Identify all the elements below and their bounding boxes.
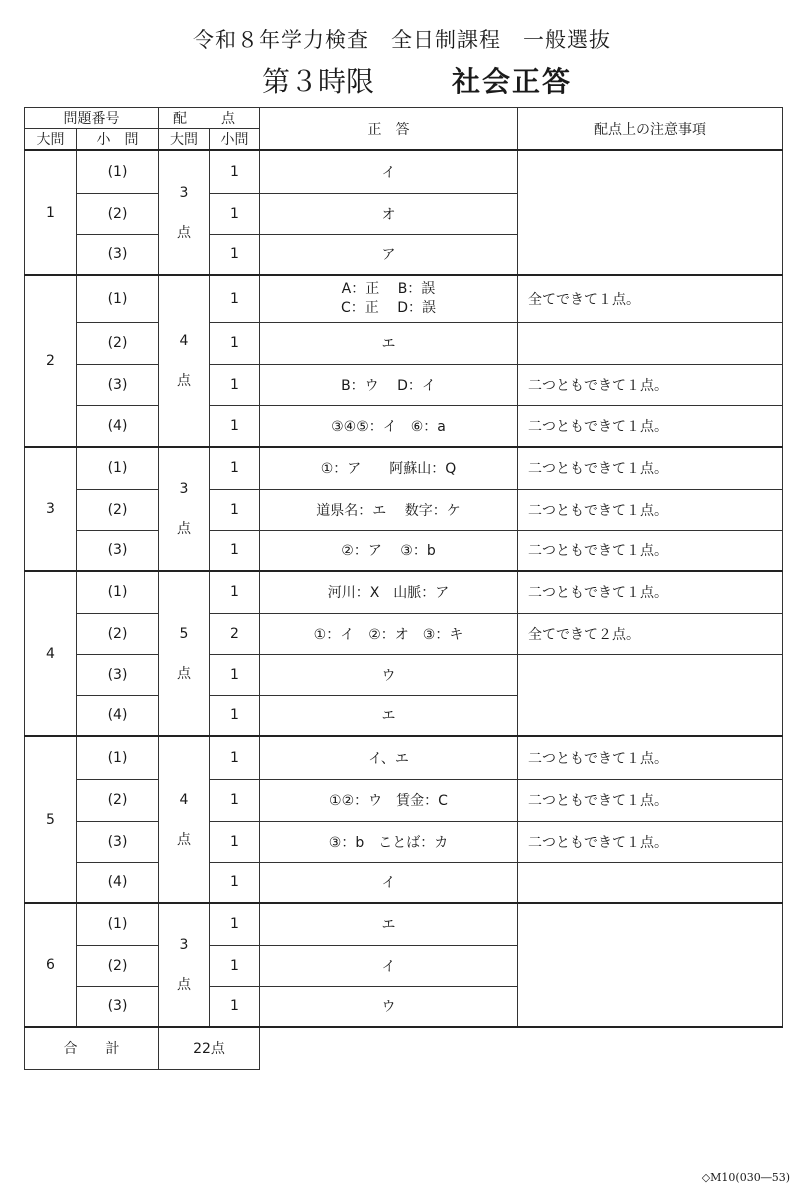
group-points-value: 5 (179, 625, 189, 642)
correct-answer-line: ①：ア 阿蘇山：Q (320, 461, 457, 478)
total-label: 合 計 (25, 1027, 159, 1069)
scoring-note (518, 234, 783, 275)
table-row (25, 695, 783, 736)
sub-question-label: (1) (77, 447, 159, 489)
correct-answer (260, 150, 518, 193)
correct-answer (260, 903, 518, 945)
correct-answer-line: B：ウ D：イ (341, 377, 436, 394)
sub-question-points: 1 (210, 234, 260, 275)
scoring-note (518, 150, 783, 193)
scoring-note (518, 695, 783, 736)
table-row (25, 779, 783, 821)
sub-question-points: 1 (210, 322, 260, 364)
answer-key-table (24, 107, 783, 1070)
table-row (25, 405, 783, 447)
header-dai-mon: 大問 (25, 129, 77, 151)
group-points-unit: 点 (177, 521, 191, 537)
scoring-note: 二つともできて１点。 (518, 571, 783, 613)
group-points-unit: 点 (177, 665, 191, 682)
correct-answer-line: イ (381, 875, 396, 892)
correct-answer (260, 275, 518, 322)
group-points-unit: 点 (177, 373, 191, 389)
sub-question-label: (2) (77, 322, 159, 364)
group-points (159, 150, 210, 275)
table-row (25, 736, 783, 779)
header-haiten: 配 点 (159, 108, 260, 129)
scoring-note (518, 986, 783, 1027)
table-row (25, 150, 783, 193)
header-notes: 配点上の注意事項 (518, 108, 783, 151)
document-code: ◇M10(030―53) (701, 1171, 790, 1184)
scoring-note (518, 322, 783, 364)
header-dai-mon-pts: 大問 (159, 129, 210, 151)
correct-answer-line: イ、エ (368, 750, 409, 767)
table-row (25, 613, 783, 654)
table-row (25, 821, 783, 862)
scoring-note: 二つともできて１点。 (518, 405, 783, 447)
sub-question-points: 1 (210, 364, 260, 405)
table-row (25, 903, 783, 945)
correct-answer (260, 405, 518, 447)
group-points (159, 571, 210, 736)
sub-question-label: (4) (77, 405, 159, 447)
header-sho-mon-pts: 小問 (210, 129, 260, 151)
group-points (159, 736, 210, 903)
correct-answer-line: ③：b ことば：カ (328, 834, 449, 851)
correct-answer-line: ①：イ ②：オ ③：キ (313, 626, 464, 643)
table-row (25, 986, 783, 1027)
sub-question-points: 1 (210, 150, 260, 193)
group-points-unit: 点 (177, 224, 191, 241)
sub-question-label: (1) (77, 571, 159, 613)
correct-answer-line: エ (381, 917, 396, 934)
sub-question-points: 1 (210, 489, 260, 530)
sub-question-points: 1 (210, 530, 260, 571)
group-points-unit: 点 (177, 977, 191, 993)
scoring-note: 二つともできて１点。 (518, 447, 783, 489)
table-row (25, 945, 783, 986)
scoring-note: 二つともできて１点。 (518, 821, 783, 862)
scoring-note: 二つともできて１点。 (518, 530, 783, 571)
sub-question-points: 1 (210, 275, 260, 322)
correct-answer (260, 234, 518, 275)
sub-question-label: (1) (77, 275, 159, 322)
sub-question-points: 1 (210, 821, 260, 862)
scoring-note (518, 862, 783, 903)
exam-period: 第３時限 (262, 65, 375, 98)
table-row (25, 447, 783, 489)
correct-answer (260, 654, 518, 695)
group-points (159, 447, 210, 571)
correct-answer-line: エ (381, 336, 396, 352)
sub-question-label: (2) (77, 489, 159, 530)
sub-question-points: 1 (210, 736, 260, 779)
scoring-note (518, 193, 783, 234)
correct-answer-line: C：正 D：誤 (340, 299, 436, 316)
total-blank (260, 1027, 783, 1069)
correct-answer-line: ②：ア ③：b (341, 543, 436, 560)
question-group-number: 1 (25, 150, 77, 275)
page-title (0, 60, 804, 100)
group-points-value: 3 (179, 937, 189, 953)
sub-question-label: (3) (77, 986, 159, 1027)
sub-question-label: (3) (77, 530, 159, 571)
question-group-number: 4 (25, 571, 77, 736)
sub-question-label: (1) (77, 736, 159, 779)
sub-question-label: (2) (77, 613, 159, 654)
sub-question-points: 1 (210, 986, 260, 1027)
sub-question-points: 2 (210, 613, 260, 654)
table-row (25, 234, 783, 275)
sub-question-points: 1 (210, 447, 260, 489)
scoring-note: 二つともできて１点。 (518, 736, 783, 779)
sub-question-points: 1 (210, 862, 260, 903)
total-row (25, 1027, 783, 1069)
scoring-note: 二つともできて１点。 (518, 779, 783, 821)
sub-question-points: 1 (210, 654, 260, 695)
group-points-value: 4 (179, 791, 189, 808)
correct-answer-line: オ (381, 206, 396, 223)
sub-question-label: (1) (77, 150, 159, 193)
scoring-note: 全てできて２点。 (518, 613, 783, 654)
correct-answer-line: イ (381, 958, 396, 975)
correct-answer (260, 695, 518, 736)
scoring-note (518, 945, 783, 986)
exam-subject: 社会正答 (452, 65, 573, 98)
table-row (25, 862, 783, 903)
correct-answer-line: エ (381, 708, 396, 725)
sub-question-label: (4) (77, 695, 159, 736)
correct-answer-line: 道県名：エ 数字：ケ (316, 502, 461, 519)
correct-answer-line: ①②：ウ 賃金：C (329, 793, 448, 809)
group-points-unit: 点 (177, 831, 191, 848)
scoring-note: 二つともできて１点。 (518, 364, 783, 405)
correct-answer (260, 193, 518, 234)
table-row (25, 654, 783, 695)
group-points-value: 3 (179, 481, 189, 497)
correct-answer (260, 779, 518, 821)
table-row (25, 571, 783, 613)
sub-question-points: 1 (210, 945, 260, 986)
correct-answer (260, 945, 518, 986)
header-mondai-bango: 問題番号 (25, 108, 159, 129)
correct-answer (260, 447, 518, 489)
sub-question-label: (3) (77, 364, 159, 405)
scoring-note (518, 903, 783, 945)
correct-answer-line: ③④⑤：イ ⑥：a (331, 418, 446, 435)
correct-answer (260, 322, 518, 364)
question-group-number: 6 (25, 903, 77, 1027)
sub-question-points: 1 (210, 193, 260, 234)
question-group-number: 3 (25, 447, 77, 571)
correct-answer (260, 571, 518, 613)
table-row (25, 275, 783, 322)
correct-answer-line: イ (381, 164, 396, 181)
correct-answer-line: A：正 B：誤 (341, 280, 436, 297)
correct-answer (260, 613, 518, 654)
sub-question-label: (3) (77, 234, 159, 275)
correct-answer-line: ア (381, 247, 396, 264)
sub-question-label: (2) (77, 779, 159, 821)
correct-answer-line: ウ (381, 999, 396, 1016)
group-points (159, 903, 210, 1027)
correct-answer (260, 821, 518, 862)
header-sho-mon: 小 問 (77, 129, 159, 151)
correct-answer-line: ウ (381, 667, 396, 684)
sub-question-label: (3) (77, 654, 159, 695)
correct-answer (260, 986, 518, 1027)
sub-question-label: (3) (77, 821, 159, 862)
question-group-number: 2 (25, 275, 77, 447)
sub-question-points: 1 (210, 903, 260, 945)
sub-question-points: 1 (210, 571, 260, 613)
correct-answer (260, 489, 518, 530)
group-points (159, 275, 210, 447)
sub-question-label: (2) (77, 193, 159, 234)
sub-question-points: 1 (210, 695, 260, 736)
scoring-note: 二つともできて１点。 (518, 489, 783, 530)
group-points-value: 4 (179, 333, 189, 349)
table-row (25, 530, 783, 571)
correct-answer-line: 河川：X 山脈：ア (327, 585, 450, 602)
header-seitou: 正 答 (260, 108, 518, 151)
correct-answer (260, 364, 518, 405)
correct-answer (260, 530, 518, 571)
correct-answer (260, 862, 518, 903)
group-points-value: 3 (179, 184, 189, 201)
table-row (25, 364, 783, 405)
correct-answer (260, 736, 518, 779)
table-row (25, 193, 783, 234)
exam-subtitle: 令和８年学力検査 全日制課程 一般選抜 (193, 28, 611, 52)
sub-question-points: 1 (210, 405, 260, 447)
question-group-number: 5 (25, 736, 77, 903)
scoring-note: 全てできて１点。 (518, 275, 783, 322)
sub-question-label: (1) (77, 903, 159, 945)
sub-question-points: 1 (210, 779, 260, 821)
sub-question-label: (2) (77, 945, 159, 986)
table-row (25, 489, 783, 530)
table-row (25, 322, 783, 364)
scoring-note (518, 654, 783, 695)
sub-question-label: (4) (77, 862, 159, 903)
total-value: 22点 (159, 1027, 260, 1069)
